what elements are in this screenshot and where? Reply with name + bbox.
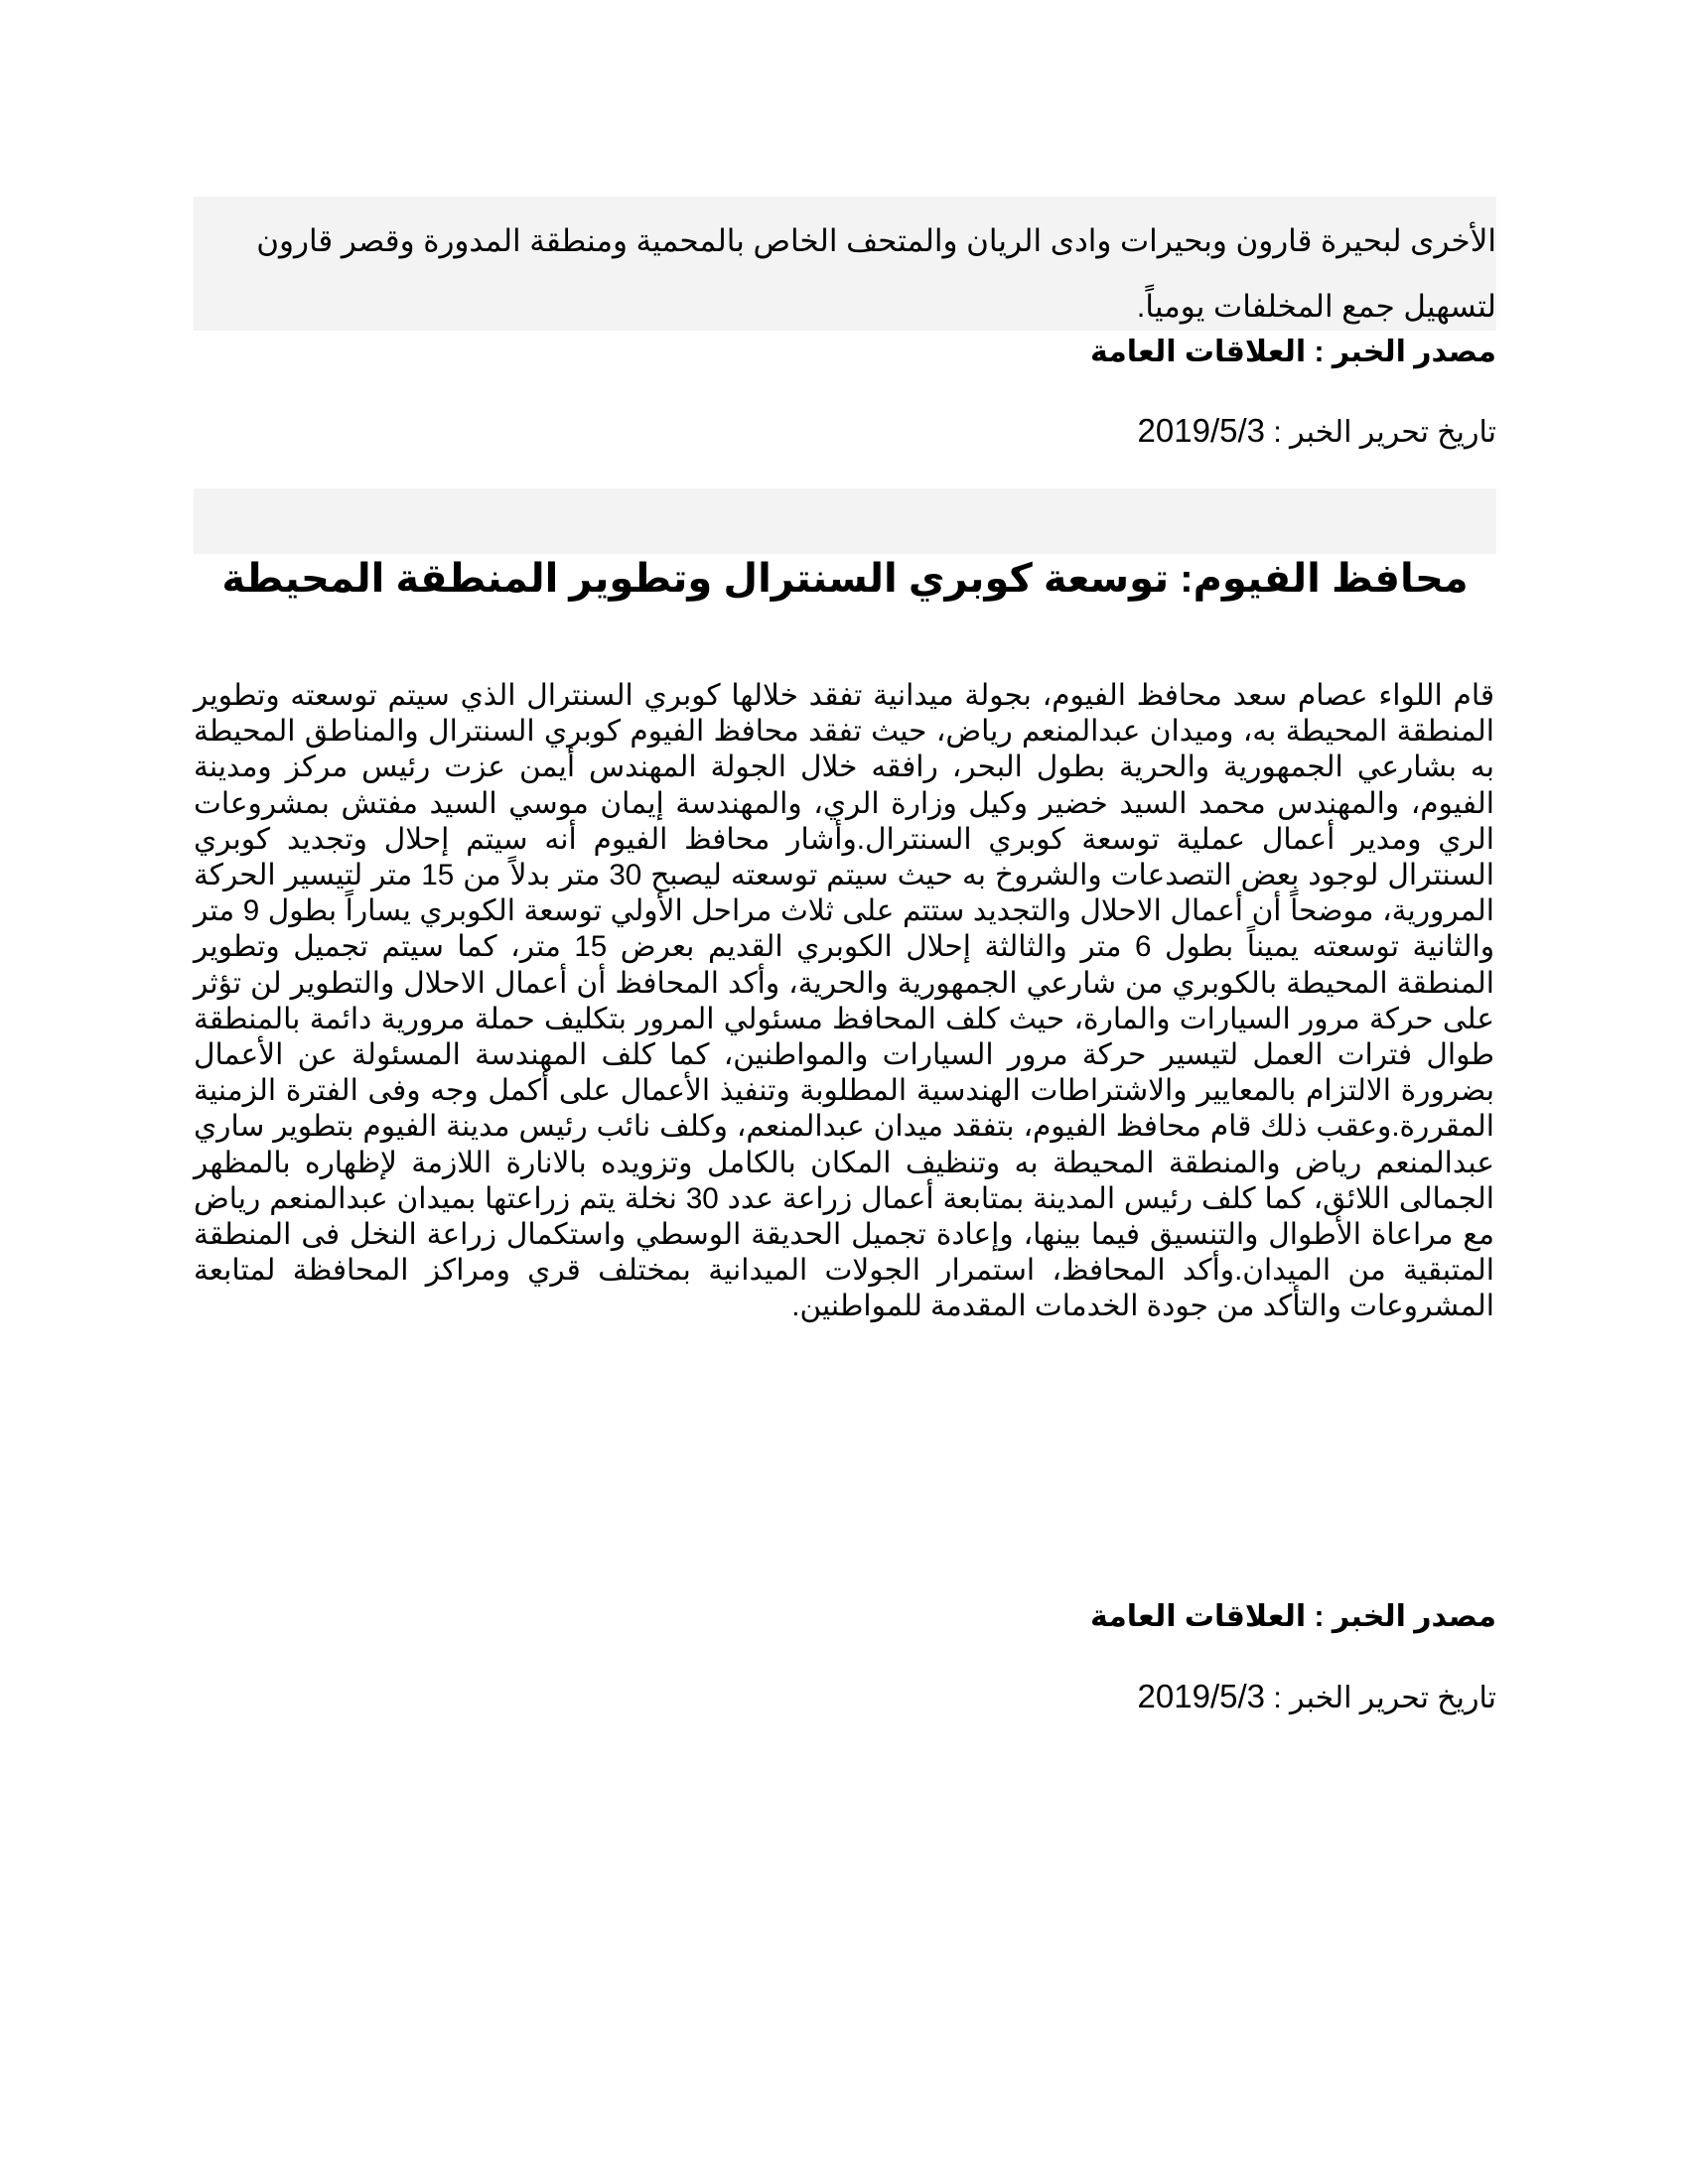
- news-date-bottom-label: تاريخ تحرير الخبر :: [1265, 1682, 1496, 1714]
- news-date-top-value: 2019/5/3: [1137, 412, 1266, 449]
- news-source-bottom-label: مصدر الخبر : العلاقات العامة: [1090, 1600, 1496, 1633]
- continuation-paragraph: الأخرى لبحيرة قارون وبحيرات وادى الريان والمتحف الخاص بالمحمية ومنطقة المدورة وقصر قارون لتسهيل جمع المخلفات يومياً.: [256, 223, 1496, 324]
- article-body: قام اللواء عصام سعد محافظ الفيوم، بجولة ميدانية تفقد خلالها كوبري السنترال الذي سيتم توسعته وتطوير المنطقة المحيطة به، وميدان عبدالمنعم رياض، حيث تفقد محافظ الفيوم كوبري السنترال والمناطق المحيطة به بشارعي الجمهورية والحرية بطول البحر، رافقه خلال الجولة المهندس أيمن عزت رئيس مركز ومدينة الفيوم، والمهندس محمد السيد خضير وكيل وزارة الري، والمهندسة إيمان موسي السيد مفتش بمشروعات الري ومدير أعمال عملية توسعة كوبري السنترال.وأشار محافظ الفيوم أنه سيتم إحلال وتجديد كوبري السنترال لوجود بعض التصدعات والشروخ به حيث سيتم توسعته ليصبح 30 متر بدلاً من 15 متر لتيسير الحركة المرورية، موضحاً أن أعمال الاحلال والتجديد ستتم على ثلاث مراحل الأولي توسعة الكوبري يساراً بطول 9 متر والثانية توسعته يميناً بطول 6 متر والثالثة إحلال الكوبري القديم بعرض 15 متر، كما سيتم تجميل وتطوير المنطقة المحيطة بالكوبري من شارعي الجمهورية والحرية، وأكد المحافظ أن أعمال الاحلال والتطوير لن تؤثر على حركة مرور السيارات والمارة، حيث كلف المحافظ مسئولي المرور بتكليف حملة مرورية دائمة بالمنطقة طوال فترات العمل لتيسير حركة مرور السيارات والمواطنين، كما كلف المهندسة المسئولة عن الأعمال بضرورة الالتزام بالمعايير والاشتراطات الهندسية المطلوبة وتنفيذ الأعمال على أكمل وجه وفى الفترة الزمنية المقررة.وعقب ذلك قام محافظ الفيوم، بتفقد ميدان عبدالمنعم، وكلف نائب رئيس مدينة الفيوم بتطوير ساري عبدالمنعم رياض والمنطقة المحيطة به وتنظيف المكان بالكامل وتزويده بالانارة اللازمة لإظهاره بالمظهر الجمالى اللائق، كما كلف رئيس المدينة بمتابعة أعمال زراعة عدد 30 نخلة يتم زراعتها بميدان عبدالمنعم رياض مع مراعاة الأطوال والتنسيق فيما بينها، وإعادة تجميل الحديقة الوسطي واستكمال زراعة النخل فى المنطقة المتبقية من الميدان.وأكد المحافظ، استمرار الجولات الميدانية بمختلف قري ومراكز المحافظة لمتابعة المشروعات والتأكد من جودة الخدمات المقدمة للمواطنين.: [194, 679, 1495, 1323]
- news-date-top-label: تاريخ تحرير الخبر :: [1265, 416, 1496, 449]
- article-title: محافظ الفيوم: توسعة كوبري السنترال وتطوير المنطقة المحيطة: [221, 557, 1469, 601]
- news-source-top: [1090, 333, 1496, 372]
- news-date-bottom: [1138, 1677, 1496, 1718]
- news-source-top-label: مصدر الخبر : العلاقات العامة: [1090, 336, 1496, 368]
- news-date-bottom-value: 2019/5/3: [1137, 1678, 1266, 1714]
- news-source-bottom: [1090, 1597, 1496, 1637]
- news-date-top: [1138, 411, 1496, 453]
- separator-band: [194, 488, 1496, 554]
